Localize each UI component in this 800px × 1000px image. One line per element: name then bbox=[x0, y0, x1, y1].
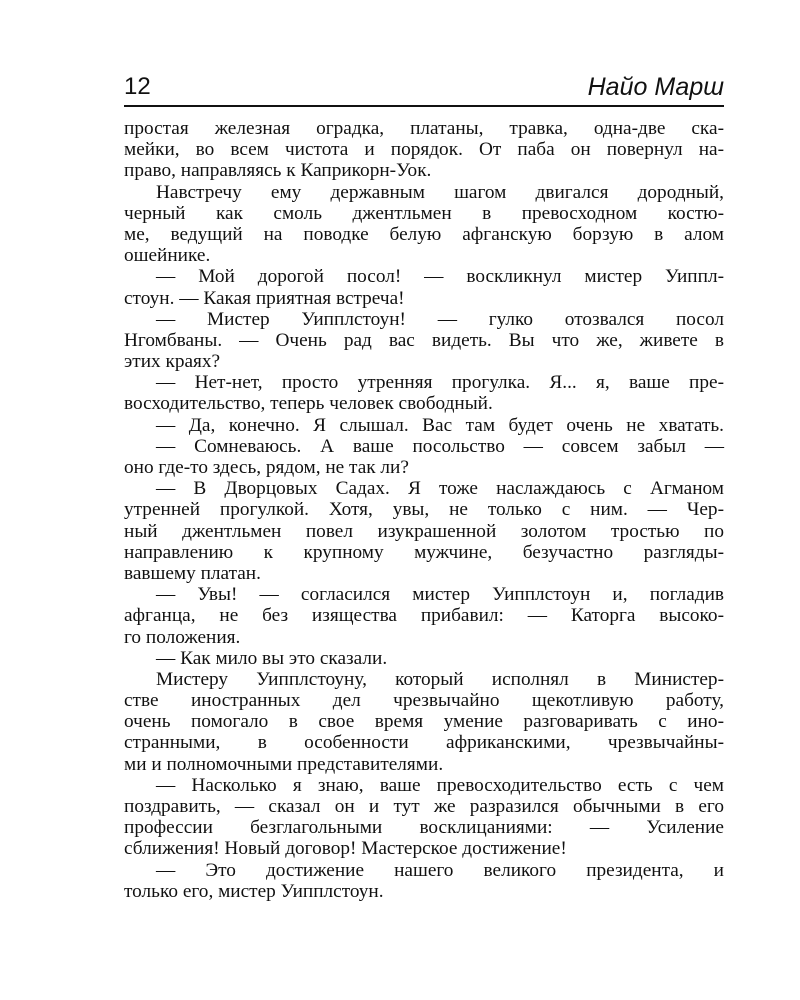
text-line: — Увы! — согласился мистер Уипплстоун и, погладив bbox=[156, 584, 724, 606]
page-body-text bbox=[124, 118, 724, 902]
text-line: — Сомневаюсь. А ваше посольство — совсем забыл — bbox=[156, 435, 724, 457]
text-line: — Мистер Уипплстоун! — гулко отозвался посол bbox=[156, 308, 724, 330]
text-line: очень помогало в свое время умение разговаривать с ино- bbox=[124, 711, 724, 733]
text-line: — Мой дорогой посол! — воскликнул мистер Уиппл- bbox=[156, 266, 724, 288]
text-line: — Насколько я знаю, ваше превосходительство есть с чем bbox=[156, 774, 724, 796]
text-line: этих краях? bbox=[124, 351, 221, 373]
text-line: ми и полномочными представителями. bbox=[124, 753, 444, 775]
text-line: — Это достижение нашего великого президента, и bbox=[156, 859, 724, 881]
text-line: направлению к крупному мужчине, безучастно разгляды- bbox=[124, 541, 724, 563]
text-line: утренней прогулкой. Хотя, увы, не только с ним. — Чер- bbox=[124, 499, 724, 521]
text-line: только его, мистер Уипплстоун. bbox=[124, 880, 384, 902]
text-line: профессии безглагольными восклицаниями: — Усиление bbox=[124, 817, 724, 839]
page-number: 12 bbox=[124, 73, 151, 100]
text-line: ме, ведущий на поводке белую афганскую борзую в алом bbox=[124, 223, 724, 245]
running-head-author: Найо Марш bbox=[587, 73, 724, 101]
text-line: Навстречу ему державным шагом двигался дородный, bbox=[156, 181, 724, 203]
text-line: вавшему платан. bbox=[124, 562, 261, 584]
text-line: Нгомбваны. — Очень рад вас видеть. Вы что же, живете в bbox=[124, 329, 724, 351]
text-line: го положения. bbox=[124, 626, 241, 648]
text-line: мейки, во всем чистота и порядок. От паба он повернул на- bbox=[124, 139, 724, 161]
text-line: восходительство, теперь человек свободный. bbox=[124, 393, 493, 415]
text-line: простая железная оградка, платаны, травка, одна-две ска- bbox=[124, 118, 724, 139]
text-line: — В Дворцовых Садах. Я тоже наслаждаюсь с Агманом bbox=[156, 478, 724, 500]
text-line: — Как мило вы это сказали. bbox=[156, 647, 388, 669]
text-line: Мистеру Уипплстоуну, который исполнял в Министер- bbox=[156, 668, 724, 690]
text-line: право, направляясь к Каприкорн-Уок. bbox=[124, 160, 432, 182]
text-line: черный как смоль джентльмен в превосходном костю- bbox=[124, 202, 724, 224]
text-line: ный джентльмен повел изукрашенной золотом тростью по bbox=[124, 520, 724, 542]
text-line: сближения! Новый договор! Мастерское достижение! bbox=[124, 838, 567, 860]
text-line: поздравить, — сказал он и тут же разразился обычными в его bbox=[124, 796, 724, 817]
text-line: — Нет-нет, просто утренняя прогулка. Я... я, ваше пре- bbox=[156, 372, 724, 394]
text-line: ошейнике. bbox=[124, 245, 211, 267]
text-line: — Да, конечно. Я слышал. Вас там будет очень не хватать. bbox=[156, 414, 724, 436]
header-divider bbox=[124, 105, 724, 107]
text-line: афганца, не без изящества прибавил: — Каторга высоко- bbox=[124, 605, 724, 627]
text-line: стоун. — Какая приятная встреча! bbox=[124, 287, 405, 309]
page-header bbox=[124, 70, 724, 104]
text-line: стве иностранных дел чрезвычайно щекотливую работу, bbox=[124, 690, 724, 712]
text-line: странными, в особенности африканскими, чрезвычайны- bbox=[124, 732, 724, 754]
text-line: оно где-то здесь, рядом, не так ли? bbox=[124, 457, 409, 478]
